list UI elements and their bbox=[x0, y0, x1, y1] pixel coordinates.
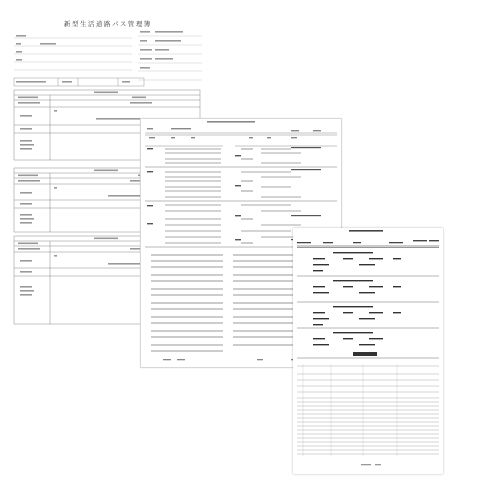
record-table-rows bbox=[165, 149, 301, 243]
schedule-report-rows bbox=[313, 252, 401, 356]
left-info-grid bbox=[14, 38, 132, 70]
form-title: 新型生活道路パス管理簿 bbox=[64, 20, 152, 28]
schedule-report-dividers bbox=[297, 276, 439, 358]
record-table-header-marks bbox=[147, 121, 321, 138]
summary-row-marks bbox=[16, 81, 130, 83]
schedule-report-footer-marks bbox=[361, 464, 381, 465]
schedule-report-header-marks bbox=[297, 230, 439, 243]
schedule-report-drawing bbox=[293, 228, 443, 474]
schedule-report-grid-top bbox=[297, 246, 439, 248]
schedule-report-sheet bbox=[293, 228, 443, 474]
left-info-marks bbox=[16, 35, 56, 61]
record-table-grid-top bbox=[145, 133, 337, 146]
record-table-row-marks bbox=[147, 147, 321, 240]
record-table-footer-marks bbox=[163, 359, 301, 360]
schedule-report-ruled-area bbox=[297, 366, 439, 454]
